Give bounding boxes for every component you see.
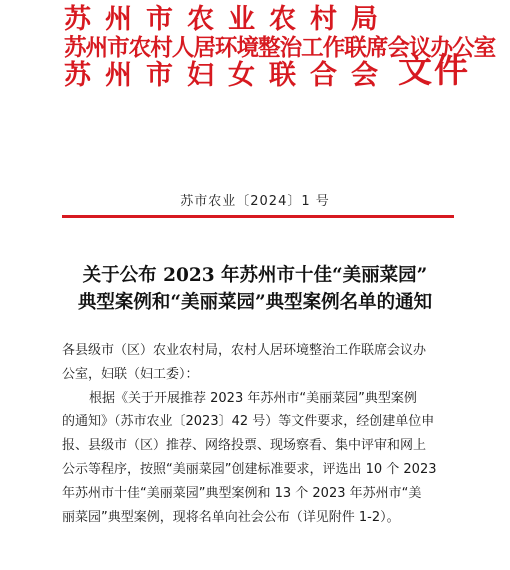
document-title <box>30 262 480 316</box>
body-line-5: 报、县级市（区）推荐、网络投票、现场察看、集中评审和网上 <box>62 438 427 454</box>
body-line-8: 丽菜园”典型案例，现将名单向社会公布（详见附件 1-2）。 <box>62 509 400 525</box>
body-line-3: 根据《关于开展推荐 2023 年苏州市“美丽菜园”典型案例 <box>89 390 417 406</box>
body-line-4: 的通知》（苏市农业〔2023〕42 号）等文件要求，经创建单位申 <box>62 414 435 430</box>
document-body <box>62 339 458 529</box>
body-line-6: 公示等程序，按照“美丽菜园”创建标准要求，评选出 10 个 2023 <box>62 461 437 477</box>
document-number: 苏市农业〔2024〕1 号 <box>180 194 330 209</box>
body-line-2: 公室，妇联（妇工委）： <box>62 366 199 382</box>
issuer-agriculture-bureau: 苏州市农业农村局 <box>64 4 392 35</box>
red-divider-rule <box>62 215 454 218</box>
body-line-7: 年苏州市十佳“美丽菜园”典型案例和 13 个 2023 年苏州市“美 <box>62 485 422 501</box>
body-line-1: 各县级市（区）农业农村局，农村人居环境整治工作联席会议办 <box>62 343 427 358</box>
issuer-womens-federation: 苏州市妇女联合会 <box>64 60 392 91</box>
title-line-1: 关于公布 2023 年苏州市十佳“美丽菜园” <box>82 265 428 286</box>
document-type-label: 文件 <box>398 51 470 91</box>
title-line-2: 典型案例和“美丽菜园”典型案例名单的通知 <box>77 292 433 313</box>
issuer-rural-environment-office: 苏州市农村人居环境整治工作联席会议办公室 <box>64 34 496 61</box>
